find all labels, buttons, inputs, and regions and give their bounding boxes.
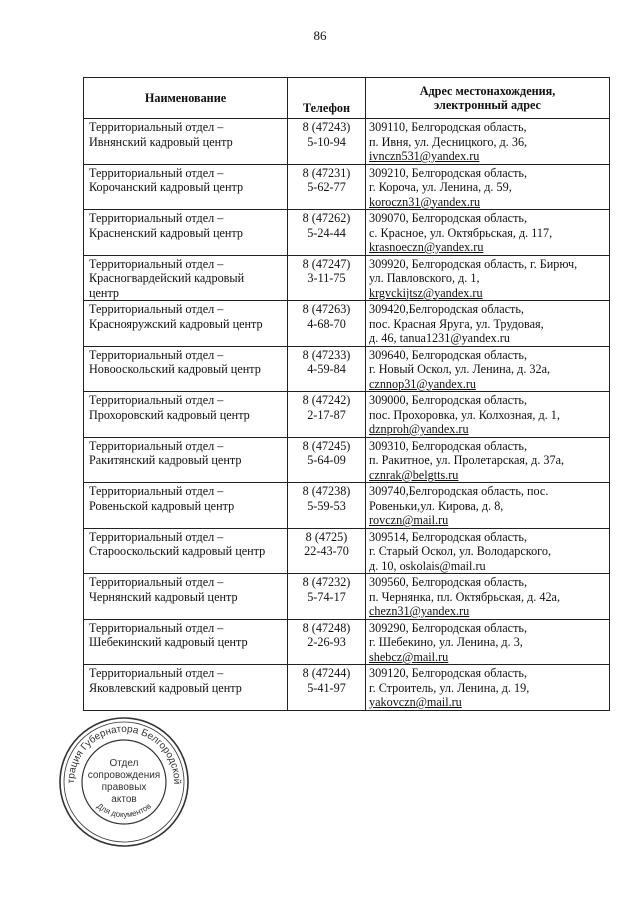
office-name-line: Ровеньской кадровый центр [89,498,235,513]
stamp-line: правовых [101,782,147,793]
email-link[interactable]: koroczn31@yandex.ru [369,194,481,209]
office-name-cell [84,619,288,665]
phone-line: 8 (47231) [302,165,351,180]
email-link[interactable]: yakovczn@mail.ru [369,695,462,709]
table-row [84,119,610,165]
email-link[interactable]: cznnop31@yandex.ru [369,376,476,391]
phone-line: 22-43-70 [304,544,349,558]
address-line: п. Ракитное, ул. Пролетарская, д. 37а, [369,453,565,467]
phone-line: 8 (47238) [302,484,351,498]
address-line: ул. Павловского, д. 1, [369,271,480,285]
phone-line: 4-68-70 [307,316,346,331]
office-name-line: Территориальный отдел – [89,302,224,316]
address-line: д. 10, oskolais@mail.ru [369,558,486,573]
phone-cell [288,119,366,165]
office-name-line: Территориальный отдел – [89,347,224,362]
office-name-cell [84,574,288,620]
address-line: 309110, Белгородская область, [369,120,527,134]
table-row [84,665,610,711]
office-name-line: центр [89,285,120,300]
office-name-line: Территориальный отдел – [89,666,224,680]
address-line: 309120, Белгородская область, [369,666,528,680]
phone-line: 5-74-17 [307,589,346,604]
phone-line: 3-11-75 [307,271,346,285]
address-line: 309310, Белгородская область, [369,438,528,453]
table-row [84,210,610,256]
phone-line: 8 (47233) [302,347,351,362]
phone-line: 5-64-09 [307,453,346,467]
table-row [84,164,610,210]
address-line: 309420,Белгородская область, [369,302,524,316]
phone-cell [288,665,366,711]
email-link[interactable]: rovczn@mail.ru [369,513,449,527]
address-cell [366,164,610,210]
phone-cell [288,210,366,256]
address-cell [366,119,610,165]
phone-cell [288,483,366,529]
phone-line: 8 (47245) [302,438,351,453]
phone-line: 2-26-93 [307,635,346,649]
table-row [84,437,610,483]
phone-line: 5-10-94 [307,134,346,149]
phone-line: 8 (47263) [302,302,351,316]
table-header-row [84,78,610,119]
phone-line: 8 (47247) [302,256,351,271]
header-phone: Телефон [288,78,366,119]
address-line: г. Короча, ул. Ленина, д. 59, [369,180,512,194]
office-name-cell [84,483,288,529]
phone-cell [288,164,366,210]
office-name-cell [84,437,288,483]
address-line: 309920, Белгородская область, г. Бирюч, [369,256,578,271]
table-row [84,255,610,301]
address-cell [366,301,610,347]
office-name-line: Ивнянский кадровый центр [89,134,233,149]
office-name-line: Территориальный отдел – [89,165,224,180]
address-cell [366,255,610,301]
address-cell [366,665,610,711]
official-stamp [56,714,192,850]
address-line: 309740,Белгородская область, пос. [369,484,549,498]
stamp-ring-text: трация Губернатора Белгородской [65,723,183,785]
office-name-cell [84,301,288,347]
address-line: п. Ивня, ул. Десницкого, д. 36, [369,134,528,149]
address-line: 309210, Белгородская область, [369,165,528,180]
address-cell [366,210,610,256]
header-address: Адрес местонахождения, электронный адрес [366,78,610,119]
phone-cell [288,574,366,620]
address-line: пос. Красная Яруга, ул. Трудовая, [369,316,544,331]
phone-line: 5-59-53 [307,498,346,513]
phone-cell [288,346,366,392]
address-line: пос. Прохоровка, ул. Колхозная, д. 1, [369,407,560,422]
address-line: 309640, Белгородская область, [369,347,528,362]
page-number: 86 [313,28,327,43]
address-cell [366,528,610,574]
phone-line: 8 (47232) [302,575,351,589]
stamp-bottom-text: Для документов [95,801,153,820]
office-name-line: Чернянский кадровый центр [89,589,238,604]
phone-line: 5-24-44 [307,225,346,240]
phone-line: 2-17-87 [307,407,346,422]
stamp-line: сопровождения [87,770,161,781]
office-name-line: Ракитянский кадровый центр [89,453,242,467]
stamp-line: Отдел [109,758,139,769]
phone-cell [288,301,366,347]
stamp-center-text [56,714,192,850]
office-name-cell [84,392,288,438]
office-name-cell [84,164,288,210]
office-name-line: Прохоровский кадровый центр [89,407,250,422]
email-link[interactable]: krgvckijtsz@yandex.ru [369,285,483,300]
address-cell [366,483,610,529]
address-line: Ровеньки,ул. Кирова, д. 8, [369,498,504,513]
phone-cell [288,437,366,483]
phone-line: 8 (47242) [302,393,351,407]
address-line: г. Новый Оскол, ул. Ленина, д. 32а, [369,362,551,376]
office-name-cell [84,119,288,165]
address-line: с. Красное, ул. Октябрьская, д. 117, [369,225,553,240]
office-name-line: Красногвардейский кадровый [89,271,245,285]
office-name-cell [84,528,288,574]
table-row [84,392,610,438]
phone-cell [288,392,366,438]
phone-line: 8 (47262) [302,211,351,225]
email-link[interactable]: krasnoeczn@yandex.ru [369,240,484,254]
table-row [84,301,610,347]
phone-cell [288,528,366,574]
address-cell [366,574,610,620]
address-cell [366,437,610,483]
email-link[interactable]: dznproh@yandex.ru [369,422,469,436]
phone-line: 8 (47248) [302,620,351,635]
address-line: г. Старый Оскол, ул. Володарского, [369,544,552,558]
phone-line: 5-41-97 [307,680,346,695]
address-line: г. Строитель, ул. Ленина, д. 19, [369,680,530,695]
phone-line: 5-62-77 [307,180,346,194]
office-name-cell [84,665,288,711]
office-name-line: Территориальный отдел – [89,484,224,498]
header-name: Наименование [84,78,288,119]
office-name-line: Корочанский кадровый центр [89,180,244,194]
table-row [84,483,610,529]
office-name-line: Территориальный отдел – [89,620,224,635]
email-link[interactable]: ivnczn531@yandex.ru [369,149,480,163]
office-name-line: Территориальный отдел – [89,529,224,544]
office-name-line: Яковлевский кадровый центр [89,680,242,695]
address-line: 309070, Белгородская область, [369,211,528,225]
office-name-line: Старооскольский кадровый центр [89,544,266,558]
address-cell [366,619,610,665]
address-line: п. Чернянка, пл. Октябрьская, д. 42а, [369,589,561,604]
phone-line: 8 (47244) [302,666,351,680]
office-name-line: Территориальный отдел – [89,438,224,453]
address-line: д. 46, tanua1231@yandex.ru [369,331,510,345]
address-line: г. Шебекино, ул. Ленина, д. 3, [369,635,523,649]
address-cell [366,392,610,438]
address-line: 309000, Белгородская область, [369,393,528,407]
table-row [84,574,610,620]
table-row [84,528,610,574]
phone-line: 4-59-84 [307,362,346,376]
phone-cell [288,619,366,665]
phone-cell [288,255,366,301]
phone-line: 8 (4725) [305,529,348,544]
address-line: 309290, Белгородская область, [369,620,528,635]
email-link[interactable]: chezn31@yandex.ru [369,604,470,618]
office-name-cell [84,210,288,256]
office-name-line: Шебекинский кадровый центр [89,635,248,649]
table-row [84,619,610,665]
office-name-line: Новооскольский кадровый центр [89,362,261,376]
office-name-line: Краснояружский кадровый центр [89,316,263,331]
office-name-line: Территориальный отдел – [89,575,224,589]
table-row [84,346,610,392]
phone-line: 8 (47243) [302,120,351,134]
email-link[interactable]: shebcz@mail.ru [369,649,449,664]
address-cell [366,346,610,392]
office-name-line: Территориальный отдел – [89,211,224,225]
stamp-line: актов [111,794,137,805]
office-name-line: Красненский кадровый центр [89,225,243,240]
office-name-line: Территориальный отдел – [89,393,224,407]
address-line: 309560, Белгородская область, [369,575,528,589]
office-name-line: Территориальный отдел – [89,256,224,271]
address-line: 309514, Белгородская область, [369,529,528,544]
email-link[interactable]: cznrak@belgtts.ru [369,467,459,482]
regional-offices-table [83,77,610,711]
office-name-line: Территориальный отдел – [89,120,224,134]
office-name-cell [84,255,288,301]
office-name-cell [84,346,288,392]
